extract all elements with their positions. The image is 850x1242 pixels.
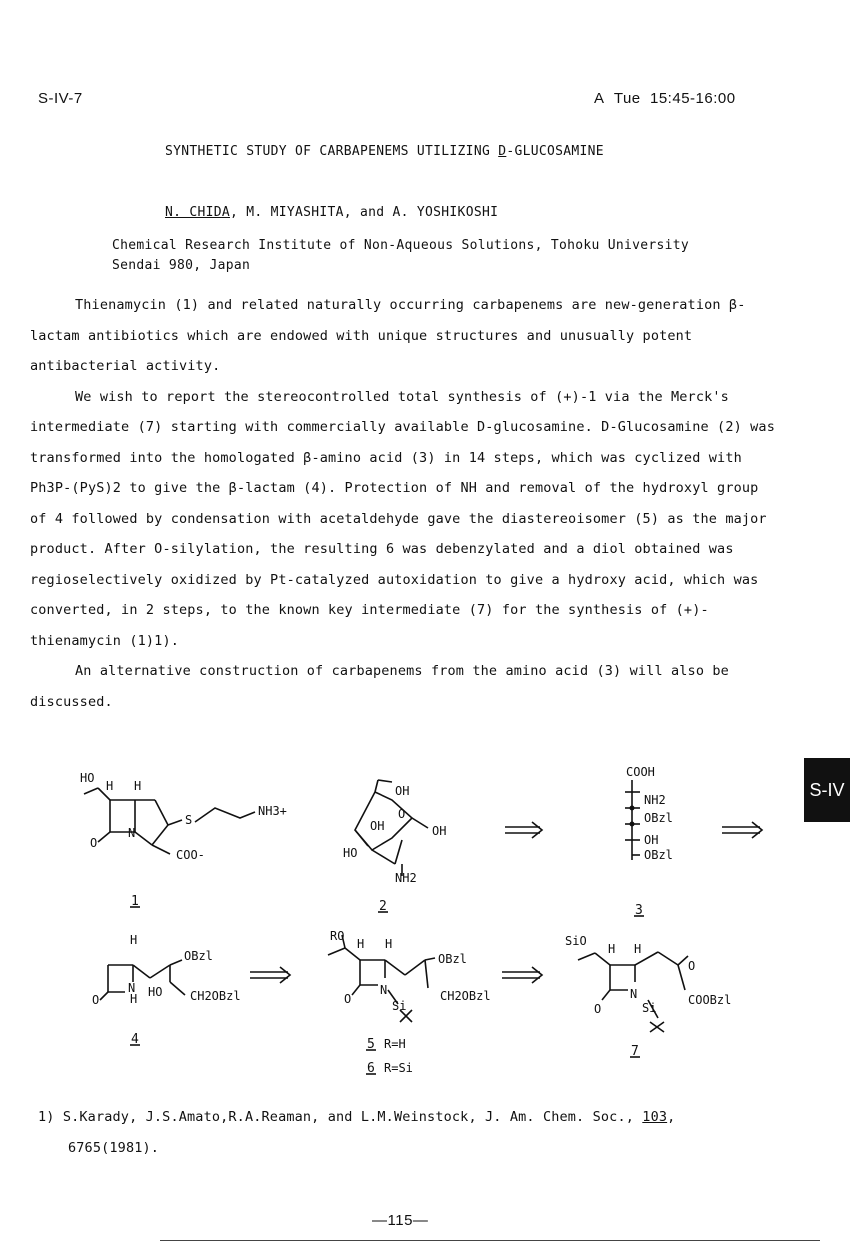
authors: N. CHIDA, M. MIYASHITA, and A. YOSHIKOSHI (165, 205, 499, 220)
c6-r-text: R=Si (384, 1061, 413, 1075)
c7-coobzl-text: COOBzl (688, 993, 732, 1007)
session-hours: 15:45-16:00 (650, 90, 736, 107)
paper-title: SYNTHETIC STUDY OF CARBAPENEMS UTILIZING D-GLUCOSAMINE (165, 144, 604, 159)
c1-ho-text: HO (80, 771, 95, 785)
c5-h2-text: H (385, 937, 393, 951)
c4-h-text: H (130, 933, 138, 947)
session-day: Tue (613, 90, 641, 107)
c2-oh3-text: OH (370, 819, 385, 833)
bottom-rule (160, 1240, 820, 1241)
paragraph-3: An alternative construction of carbapenems from the amino acid (3) will also be discussed. (30, 663, 729, 710)
c5-ch2obzl-text: CH2OBzl (440, 989, 491, 1003)
c2-oh1-text: OH (395, 784, 410, 798)
paragraph-2: We wish to report the stereocontrolled total synthesis of (+)-1 via the Merck's intermediate (7) starting with commercially available D-glucosamine. D-Glucosamine (2) was transformed into the homologated β-amino acid (3) in 14 steps, which was cyclized with Ph3P-(PyS)2 to give the β-lactam (4). Protection of NH and removal of the hydroxyl group of 4 followed by condensation with acetaldehyde gave the diastereoisomer (5) as the major product. After O-silylation, the resulting 6 was debenzylated and a diol obtained was regioselectively oxidized by Pt-catalyzed autoxidation to give a hydroxy acid, which was converted, in 2 steps, to the known key intermediate (7) for the synthesis of (+)-thienamycin (1)1). (30, 388, 775, 649)
c3-oh-text: OH (644, 833, 659, 847)
c3-obzl2-text: OBzl (644, 848, 673, 862)
c1-h2-text: H (134, 779, 142, 793)
c5-ro-text: RO (330, 929, 345, 943)
presenting-author: N. CHIDA (165, 205, 231, 220)
c7-sio-text: SiO (565, 934, 587, 948)
c7-si-text: Si (642, 1001, 657, 1015)
footnote: 1) S.Karady, J.S.Amato,R.A.Reaman, and L.M.Weinstock, J. Am. Chem. Soc., 103, 6765(1981). (38, 1102, 778, 1164)
compound-1-label: 1 (131, 894, 139, 909)
c1-o-text: O (90, 836, 98, 850)
reaction-scheme (0, 760, 800, 1090)
c2-o-text: O (398, 807, 406, 821)
c5-o-text: O (344, 992, 352, 1006)
c2-ho-text: HO (343, 846, 358, 860)
c7-h1-text: H (608, 942, 616, 956)
c7-h2-text: H (634, 942, 642, 956)
compound-6-label: 6 (367, 1061, 375, 1076)
c7-o1-text: O (688, 959, 696, 973)
c7-n-text: N (630, 987, 638, 1001)
c4-ch2obzl-text: CH2OBzl (190, 989, 241, 1003)
c1-coo-text: COO- (176, 848, 205, 862)
c7-o2-text: O (594, 1002, 602, 1016)
c5-si-text: Si (392, 999, 407, 1013)
c3-nh2-text: NH2 (644, 793, 666, 807)
c1-n-text: N (128, 826, 136, 840)
c4-o-text: O (92, 993, 100, 1007)
affiliation: Chemical Research Institute of Non-Aqueous Solutions, Tohoku University Sendai 980, Japan (112, 238, 689, 273)
compound-3-label: 3 (635, 903, 643, 918)
c4-n-text: N (128, 981, 136, 995)
c4-obzl-text: OBzl (184, 949, 213, 963)
compound-7-label: 7 (631, 1044, 639, 1059)
c2-nh2-text: NH2 (395, 871, 417, 885)
footnote-text: S.Karady, J.S.Amato,R.A.Reaman, and L.M.Weinstock, J. Am. Chem. Soc., (62, 1109, 643, 1125)
c1-h1-text: H (106, 779, 114, 793)
c5-obzl-text: OBzl (438, 952, 467, 966)
paragraph-1: Thienamycin (1) and related naturally occurring carbapenems are new-generation β-lactam antibiotics which are endowed with unique structures and unusually potent antibacterial activity. (30, 297, 746, 374)
session-time (594, 90, 736, 107)
c5-h1-text: H (357, 937, 365, 951)
c1-s-text: S (185, 813, 193, 827)
compound-4-label: 4 (131, 1032, 139, 1047)
c1-nh3-text: NH3+ (258, 804, 287, 818)
compound-2-label: 2 (379, 899, 387, 914)
footnote-pages: 6765(1981). (68, 1140, 160, 1156)
c5-n-text: N (380, 983, 388, 997)
c3-cooh-text: COOH (626, 765, 655, 779)
footnote-marker: 1) (38, 1109, 55, 1125)
section-tab: S-IV (804, 758, 850, 822)
session-code: S-IV-7 (38, 90, 83, 107)
c2-oh2-text: OH (432, 824, 447, 838)
session-slot: A (594, 90, 605, 107)
c3-obzl1-text: OBzl (644, 811, 673, 825)
footnote-volume: 103 (642, 1109, 668, 1125)
c5-r-text: R=H (384, 1037, 406, 1051)
abstract-body (30, 290, 775, 717)
c4-ho-text: HO (148, 985, 163, 999)
page-number: —115— (372, 1212, 429, 1229)
c4-nh-h-text: H (130, 992, 138, 1006)
compound-5-label: 5 (367, 1037, 375, 1052)
